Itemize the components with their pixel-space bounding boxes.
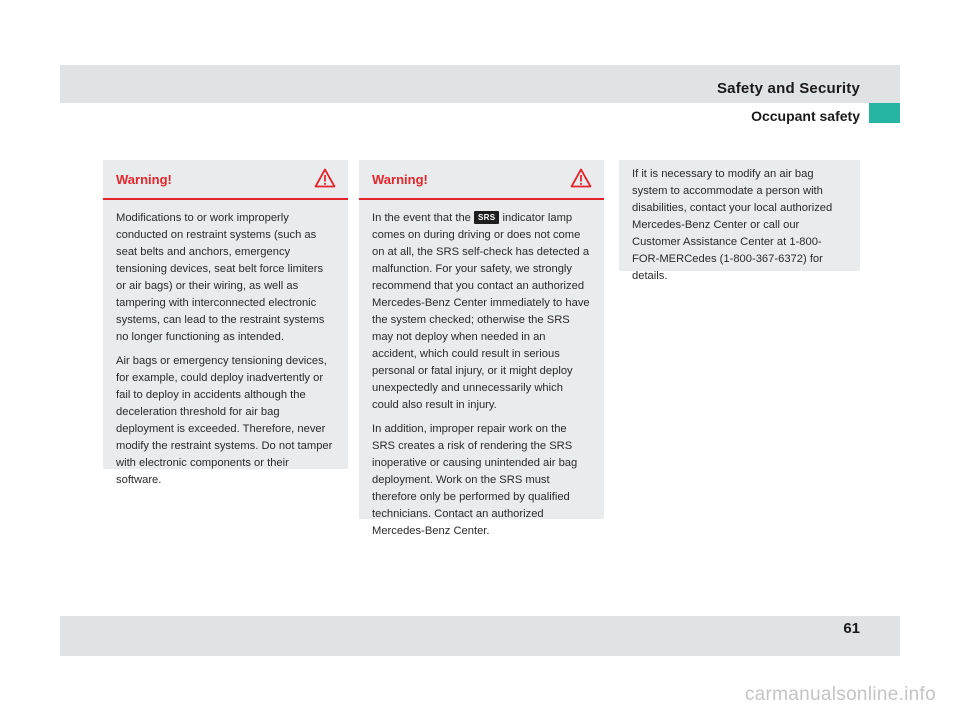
warning-box-srs [359,160,604,537]
section-subtitle: Occupant safety [751,108,860,124]
info-body [619,160,860,285]
page-number: 61 [843,620,860,637]
warning-triangle-icon [314,168,336,188]
warning-paragraph: In addition, improper repair work on the SRS creates a risk of rendering the SRS inoperative or causing unintended air bag deployment. Work on the SRS must therefore only be performed by qualified technicians. Contact an authorized Mercedes-Benz Center. [372,423,578,537]
warning-title: Warning! [116,172,172,187]
warning-triangle-icon [570,168,592,188]
srs-indicator-icon: SRS [474,211,499,224]
warning-paragraph: Modifications to or work improperly conducted on restraint systems (such as seat belts and anchors, emergency tensioning devices, seat belt force limiters or air bags) or their wiring, as well as tampering with interconnected electronic systems, can lead to the restraint systems no longer functioning as intended. [116,212,325,343]
warning-header [359,160,604,200]
warning-paragraph: Air bags or emergency tensioning devices, for example, could deploy inadvertently or fail to deploy in accidents although the deceleration threshold for air bag deployment is exceeded. Therefore, never modify the restraint systems. Do not tamper with electronic components or their software. [116,355,333,486]
warning-body [359,200,604,540]
warning-paragraph [372,210,591,414]
warning-body [103,200,348,489]
paragraph-text: In the event that the [372,212,475,224]
warning-header [103,160,348,200]
warning-title: Warning! [372,172,428,187]
info-paragraph: If it is necessary to modify an air bag system to accommodate a person with disabilities, contact your local authorized Mercedes-Benz Center or call our Customer Assistance Center at 1-800-FOR-MERCedes (1-800-367-6372) for details. [632,168,833,282]
paragraph-text: indicator lamp comes on during driving or does not come on at all, the SRS self-check has detected a malfunction. For your safety, we strongly recommend that you contact an authorized Mercedes-Benz Center immediately to have the system checked; otherwise the SRS may not deploy when needed in an accident, which could result in serious personal or fatal injury, or it might deploy unexpectedly and unnecessarily which could also result in injury. [372,212,590,411]
footer-band [60,616,900,656]
warning-box-modifications [103,160,348,486]
section-accent-marker [869,103,900,123]
section-title: Safety and Security [716,80,860,97]
info-box-disabilities [619,160,860,282]
watermark: carmanualsonline.info [744,684,936,705]
